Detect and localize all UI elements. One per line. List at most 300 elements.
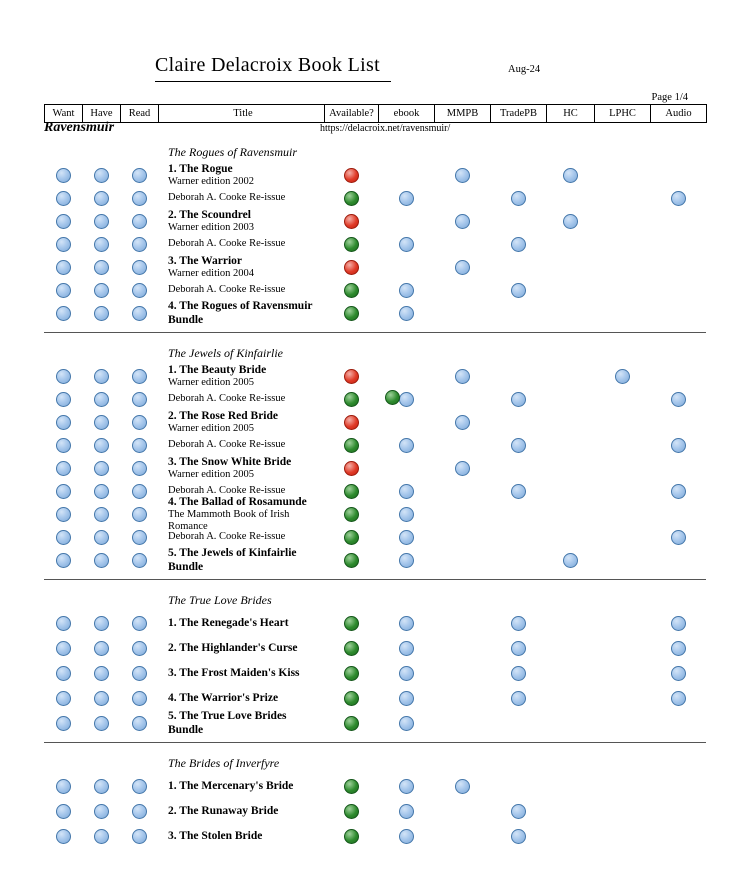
table-row <box>44 799 706 824</box>
tradepb-checkbox[interactable] <box>511 804 526 819</box>
series-title-cell <box>158 590 324 611</box>
audio-cell <box>650 636 706 661</box>
want-checkbox[interactable] <box>56 507 71 522</box>
tradepb-checkbox[interactable] <box>511 829 526 844</box>
tradepb-cell <box>490 686 546 711</box>
tradepb-checkbox[interactable] <box>511 616 526 631</box>
want-cell <box>44 774 82 799</box>
ebook-cell <box>378 824 434 849</box>
read-checkbox[interactable] <box>132 168 147 183</box>
column-header-lphc: LPHC <box>595 105 651 123</box>
mmpb-cell <box>434 301 490 326</box>
have-checkbox[interactable] <box>94 369 109 384</box>
availability-indicator[interactable] <box>344 369 359 384</box>
ebook-checkbox[interactable] <box>399 691 414 706</box>
want-checkbox[interactable] <box>56 616 71 631</box>
want-checkbox[interactable] <box>56 716 71 731</box>
audio-checkbox[interactable] <box>671 392 686 407</box>
title-cell <box>158 636 324 661</box>
want-cell <box>44 364 82 389</box>
table-row <box>44 527 706 548</box>
audio-cell <box>650 711 706 736</box>
book-list-body <box>44 120 706 849</box>
mmpb-cell <box>434 548 490 573</box>
mmpb-cell <box>434 636 490 661</box>
ebook-cell <box>378 711 434 736</box>
ebook-checkbox[interactable] <box>399 804 414 819</box>
want-cell <box>44 686 82 711</box>
read-checkbox[interactable] <box>132 779 147 794</box>
edition-label: Deborah A. Cooke Re-issue <box>168 485 286 497</box>
have-checkbox[interactable] <box>94 691 109 706</box>
row-spacer <box>44 743 706 753</box>
ebook-checkbox[interactable] <box>399 283 414 298</box>
book-title: 3. The Warrior <box>168 254 243 267</box>
read-checkbox[interactable] <box>132 829 147 844</box>
tradepb-checkbox[interactable] <box>511 392 526 407</box>
want-checkbox[interactable] <box>56 553 71 568</box>
read-cell <box>120 799 158 824</box>
hc-cell <box>546 410 594 435</box>
read-checkbox[interactable] <box>132 716 147 731</box>
want-checkbox[interactable] <box>56 369 71 384</box>
have-checkbox[interactable] <box>94 306 109 321</box>
table-row <box>44 661 706 686</box>
availability-indicator[interactable] <box>344 829 359 844</box>
want-checkbox[interactable] <box>56 392 71 407</box>
want-checkbox[interactable] <box>56 804 71 819</box>
available-cell <box>324 824 378 849</box>
table-row <box>44 163 706 188</box>
availability-indicator[interactable] <box>344 306 359 321</box>
tradepb-cell <box>490 435 546 456</box>
book-title: 1. The Mercenary's Bride <box>168 779 294 792</box>
have-checkbox[interactable] <box>94 168 109 183</box>
audio-checkbox[interactable] <box>671 641 686 656</box>
mmpb-checkbox[interactable] <box>455 260 470 275</box>
tradepb-cell <box>490 280 546 301</box>
title-cell <box>158 799 324 824</box>
mmpb-checkbox[interactable] <box>455 461 470 476</box>
hc-cell <box>546 364 594 389</box>
have-checkbox[interactable] <box>94 507 109 522</box>
audio-cell <box>650 502 706 527</box>
availability-indicator[interactable] <box>344 716 359 731</box>
want-cell <box>44 636 82 661</box>
edition-label: Warner edition 2003 <box>168 222 255 234</box>
tradepb-cell <box>490 389 546 410</box>
hc-cell <box>546 456 594 481</box>
have-cell <box>82 389 120 410</box>
ebook-checkbox[interactable] <box>399 779 414 794</box>
ebook-checkbox[interactable] <box>399 306 414 321</box>
read-checkbox[interactable] <box>132 484 147 499</box>
read-checkbox[interactable] <box>132 214 147 229</box>
ebook-cell <box>378 548 434 573</box>
ebook-cell <box>378 280 434 301</box>
availability-indicator[interactable] <box>344 415 359 430</box>
title-cell <box>158 824 324 849</box>
hc-cell <box>546 280 594 301</box>
tradepb-checkbox[interactable] <box>511 691 526 706</box>
audio-checkbox[interactable] <box>671 666 686 681</box>
read-cell <box>120 502 158 527</box>
table-row <box>44 435 706 456</box>
have-cell <box>82 774 120 799</box>
have-cell <box>82 548 120 573</box>
edition-label: Deborah A. Cooke Re-issue <box>168 192 286 204</box>
want-checkbox[interactable] <box>56 168 71 183</box>
tradepb-checkbox[interactable] <box>511 191 526 206</box>
read-checkbox[interactable] <box>132 306 147 321</box>
have-checkbox[interactable] <box>94 438 109 453</box>
have-checkbox[interactable] <box>94 237 109 252</box>
read-checkbox[interactable] <box>132 666 147 681</box>
ebook-cell <box>378 636 434 661</box>
have-cell <box>82 163 120 188</box>
audio-checkbox[interactable] <box>671 191 686 206</box>
ebook-checkbox[interactable] <box>399 553 414 568</box>
tradepb-checkbox[interactable] <box>511 484 526 499</box>
read-checkbox[interactable] <box>132 415 147 430</box>
available-cell <box>324 255 378 280</box>
have-checkbox[interactable] <box>94 553 109 568</box>
want-checkbox[interactable] <box>56 691 71 706</box>
read-cell <box>120 611 158 636</box>
read-checkbox[interactable] <box>132 461 147 476</box>
title-cell <box>158 280 324 301</box>
ebook-checkbox[interactable] <box>399 716 414 731</box>
table-row <box>44 481 706 502</box>
availability-indicator[interactable] <box>344 779 359 794</box>
ebook-cell <box>378 481 434 502</box>
available-cell <box>324 711 378 736</box>
available-cell <box>324 611 378 636</box>
want-cell <box>44 711 82 736</box>
table-row <box>44 188 706 209</box>
hc-checkbox[interactable] <box>563 214 578 229</box>
available-cell <box>324 410 378 435</box>
have-cell <box>82 636 120 661</box>
read-checkbox[interactable] <box>132 392 147 407</box>
book-title: 2. The Scoundrel <box>168 208 251 221</box>
have-cell <box>82 435 120 456</box>
audio-cell <box>650 456 706 481</box>
mmpb-checkbox[interactable] <box>455 415 470 430</box>
tradepb-checkbox[interactable] <box>511 666 526 681</box>
read-checkbox[interactable] <box>132 641 147 656</box>
want-checkbox[interactable] <box>56 666 71 681</box>
have-checkbox[interactable] <box>94 530 109 545</box>
read-cell <box>120 824 158 849</box>
want-checkbox[interactable] <box>56 461 71 476</box>
want-checkbox[interactable] <box>56 260 71 275</box>
hc-cell <box>546 799 594 824</box>
ebook-checkbox[interactable] <box>399 641 414 656</box>
availability-indicator[interactable] <box>344 191 359 206</box>
audio-checkbox[interactable] <box>671 438 686 453</box>
lphc-cell <box>594 548 650 573</box>
availability-indicator[interactable] <box>344 530 359 545</box>
have-checkbox[interactable] <box>94 641 109 656</box>
edition-label: Deborah A. Cooke Re-issue <box>168 439 286 451</box>
availability-indicator[interactable] <box>344 804 359 819</box>
have-cell <box>82 255 120 280</box>
have-cell <box>82 456 120 481</box>
read-cell <box>120 548 158 573</box>
available-cell <box>324 389 378 410</box>
audio-cell <box>650 686 706 711</box>
tradepb-checkbox[interactable] <box>511 641 526 656</box>
availability-indicator[interactable] <box>344 691 359 706</box>
tradepb-cell <box>490 774 546 799</box>
book-title: 4. The Rogues of Ravensmuir Bundle <box>168 300 313 326</box>
read-checkbox[interactable] <box>132 691 147 706</box>
want-checkbox[interactable] <box>56 438 71 453</box>
hc-cell <box>546 234 594 255</box>
want-checkbox[interactable] <box>56 283 71 298</box>
have-checkbox[interactable] <box>94 283 109 298</box>
lphc-cell <box>594 364 650 389</box>
audio-cell <box>650 163 706 188</box>
want-checkbox[interactable] <box>56 530 71 545</box>
audio-cell <box>650 280 706 301</box>
mmpb-checkbox[interactable] <box>455 168 470 183</box>
availability-indicator[interactable] <box>344 168 359 183</box>
ebook-checkbox[interactable] <box>399 507 414 522</box>
ebook-checkbox[interactable] <box>399 438 414 453</box>
read-checkbox[interactable] <box>132 616 147 631</box>
table-row <box>44 686 706 711</box>
hc-checkbox[interactable] <box>563 168 578 183</box>
tradepb-checkbox[interactable] <box>511 237 526 252</box>
read-checkbox[interactable] <box>132 438 147 453</box>
audio-checkbox[interactable] <box>671 691 686 706</box>
have-checkbox[interactable] <box>94 415 109 430</box>
tradepb-cell <box>490 364 546 389</box>
book-title: 2. The Rose Red Bride <box>168 409 278 422</box>
column-header-tradepb: TradePB <box>491 105 547 123</box>
lphc-cell <box>594 389 650 410</box>
have-cell <box>82 661 120 686</box>
audio-cell <box>650 410 706 435</box>
have-checkbox[interactable] <box>94 461 109 476</box>
table-row <box>44 548 706 573</box>
want-checkbox[interactable] <box>56 306 71 321</box>
blank-cell <box>44 343 82 364</box>
table-row <box>44 611 706 636</box>
hc-cell <box>546 188 594 209</box>
ebook-cell <box>378 686 434 711</box>
table-row <box>44 364 706 389</box>
tradepb-cell <box>490 636 546 661</box>
audio-cell <box>650 824 706 849</box>
read-checkbox[interactable] <box>132 507 147 522</box>
book-title: 1. The Rogue <box>168 162 233 175</box>
ebook-cell <box>378 456 434 481</box>
read-checkbox[interactable] <box>132 283 147 298</box>
read-cell <box>120 636 158 661</box>
tradepb-cell <box>490 661 546 686</box>
availability-indicator[interactable] <box>344 641 359 656</box>
have-checkbox[interactable] <box>94 716 109 731</box>
read-checkbox[interactable] <box>132 260 147 275</box>
want-cell <box>44 163 82 188</box>
lphc-cell <box>594 410 650 435</box>
have-checkbox[interactable] <box>94 214 109 229</box>
table-row <box>44 711 706 736</box>
availability-indicator[interactable] <box>344 392 359 407</box>
book-title: 1. The Renegade's Heart <box>168 616 289 629</box>
read-cell <box>120 435 158 456</box>
lphc-cell <box>594 611 650 636</box>
mmpb-cell <box>434 527 490 548</box>
want-checkbox[interactable] <box>56 191 71 206</box>
table-row <box>44 255 706 280</box>
title-cell <box>158 410 324 435</box>
ebook-checkbox[interactable] <box>399 666 414 681</box>
availability-indicator[interactable] <box>344 616 359 631</box>
availability-indicator[interactable] <box>344 214 359 229</box>
blank-cell <box>82 590 120 611</box>
have-cell <box>82 686 120 711</box>
have-checkbox[interactable] <box>94 260 109 275</box>
availability-indicator[interactable] <box>344 438 359 453</box>
read-cell <box>120 686 158 711</box>
want-checkbox[interactable] <box>56 237 71 252</box>
read-checkbox[interactable] <box>132 530 147 545</box>
mmpb-checkbox[interactable] <box>455 779 470 794</box>
want-checkbox[interactable] <box>56 779 71 794</box>
have-cell <box>82 711 120 736</box>
hc-cell <box>546 502 594 527</box>
want-checkbox[interactable] <box>56 829 71 844</box>
have-cell <box>82 301 120 326</box>
want-checkbox[interactable] <box>56 641 71 656</box>
title-cell <box>158 163 324 188</box>
ebook-checkbox[interactable] <box>399 829 414 844</box>
ebook-checkbox[interactable] <box>399 616 414 631</box>
table-row <box>44 280 706 301</box>
lphc-cell <box>594 188 650 209</box>
mmpb-checkbox[interactable] <box>455 369 470 384</box>
have-cell <box>82 502 120 527</box>
read-checkbox[interactable] <box>132 553 147 568</box>
have-checkbox[interactable] <box>94 484 109 499</box>
have-cell <box>82 280 120 301</box>
available-cell <box>324 527 378 548</box>
blank-cell <box>82 142 120 163</box>
have-checkbox[interactable] <box>94 666 109 681</box>
ebook-checkbox[interactable] <box>399 191 414 206</box>
mmpb-cell <box>434 686 490 711</box>
read-checkbox[interactable] <box>132 369 147 384</box>
column-header-available: Available? <box>325 105 379 123</box>
read-cell <box>120 711 158 736</box>
availability-indicator[interactable] <box>385 390 400 405</box>
lphc-checkbox[interactable] <box>615 369 630 384</box>
tradepb-checkbox[interactable] <box>511 438 526 453</box>
tradepb-checkbox[interactable] <box>511 283 526 298</box>
want-cell <box>44 209 82 234</box>
have-checkbox[interactable] <box>94 392 109 407</box>
have-checkbox[interactable] <box>94 804 109 819</box>
ebook-cell <box>378 774 434 799</box>
availability-indicator[interactable] <box>344 484 359 499</box>
read-cell <box>120 301 158 326</box>
mmpb-cell <box>434 824 490 849</box>
availability-indicator[interactable] <box>344 553 359 568</box>
read-checkbox[interactable] <box>132 191 147 206</box>
group-name: Ravensmuir <box>44 120 115 135</box>
group-url[interactable]: https://delacroix.net/ravensmuir/ <box>320 123 451 134</box>
book-title: 3. The Stolen Bride <box>168 829 263 842</box>
read-checkbox[interactable] <box>132 804 147 819</box>
availability-indicator[interactable] <box>344 666 359 681</box>
want-cell <box>44 502 82 527</box>
have-cell <box>82 364 120 389</box>
have-checkbox[interactable] <box>94 829 109 844</box>
audio-checkbox[interactable] <box>671 616 686 631</box>
available-cell <box>324 502 378 527</box>
book-title: 2. The Runaway Bride <box>168 804 279 817</box>
read-cell <box>120 774 158 799</box>
ebook-checkbox[interactable] <box>399 392 414 407</box>
series-title: The True Love Brides <box>168 593 272 607</box>
availability-indicator[interactable] <box>344 237 359 252</box>
column-header-ebook: ebook <box>379 105 435 123</box>
want-cell <box>44 527 82 548</box>
read-checkbox[interactable] <box>132 237 147 252</box>
table-row <box>44 636 706 661</box>
audio-cell <box>650 799 706 824</box>
audio-checkbox[interactable] <box>671 530 686 545</box>
have-checkbox[interactable] <box>94 616 109 631</box>
want-checkbox[interactable] <box>56 415 71 430</box>
row-spacer <box>44 333 706 343</box>
hc-checkbox[interactable] <box>563 553 578 568</box>
availability-indicator[interactable] <box>344 461 359 476</box>
ebook-checkbox[interactable] <box>399 237 414 252</box>
available-cell <box>324 280 378 301</box>
title-cell <box>158 209 324 234</box>
ebook-checkbox[interactable] <box>399 484 414 499</box>
ebook-checkbox[interactable] <box>399 530 414 545</box>
have-checkbox[interactable] <box>94 779 109 794</box>
have-checkbox[interactable] <box>94 191 109 206</box>
series-title: The Jewels of Kinfairlie <box>168 346 283 360</box>
series-title: The Brides of Inverfyre <box>168 756 280 770</box>
lphc-cell <box>594 661 650 686</box>
audio-checkbox[interactable] <box>671 484 686 499</box>
available-cell <box>324 188 378 209</box>
column-header-audio: Audio <box>651 105 707 123</box>
tradepb-cell <box>490 234 546 255</box>
want-checkbox[interactable] <box>56 484 71 499</box>
ebook-cell <box>378 661 434 686</box>
edition-label: Warner edition 2002 <box>168 176 255 188</box>
mmpb-cell <box>434 188 490 209</box>
row-spacer <box>44 580 706 590</box>
availability-indicator[interactable] <box>344 507 359 522</box>
title-cell <box>158 389 324 410</box>
mmpb-checkbox[interactable] <box>455 214 470 229</box>
available-cell <box>324 481 378 502</box>
availability-indicator[interactable] <box>344 283 359 298</box>
have-cell <box>82 188 120 209</box>
availability-indicator[interactable] <box>344 260 359 275</box>
want-checkbox[interactable] <box>56 214 71 229</box>
